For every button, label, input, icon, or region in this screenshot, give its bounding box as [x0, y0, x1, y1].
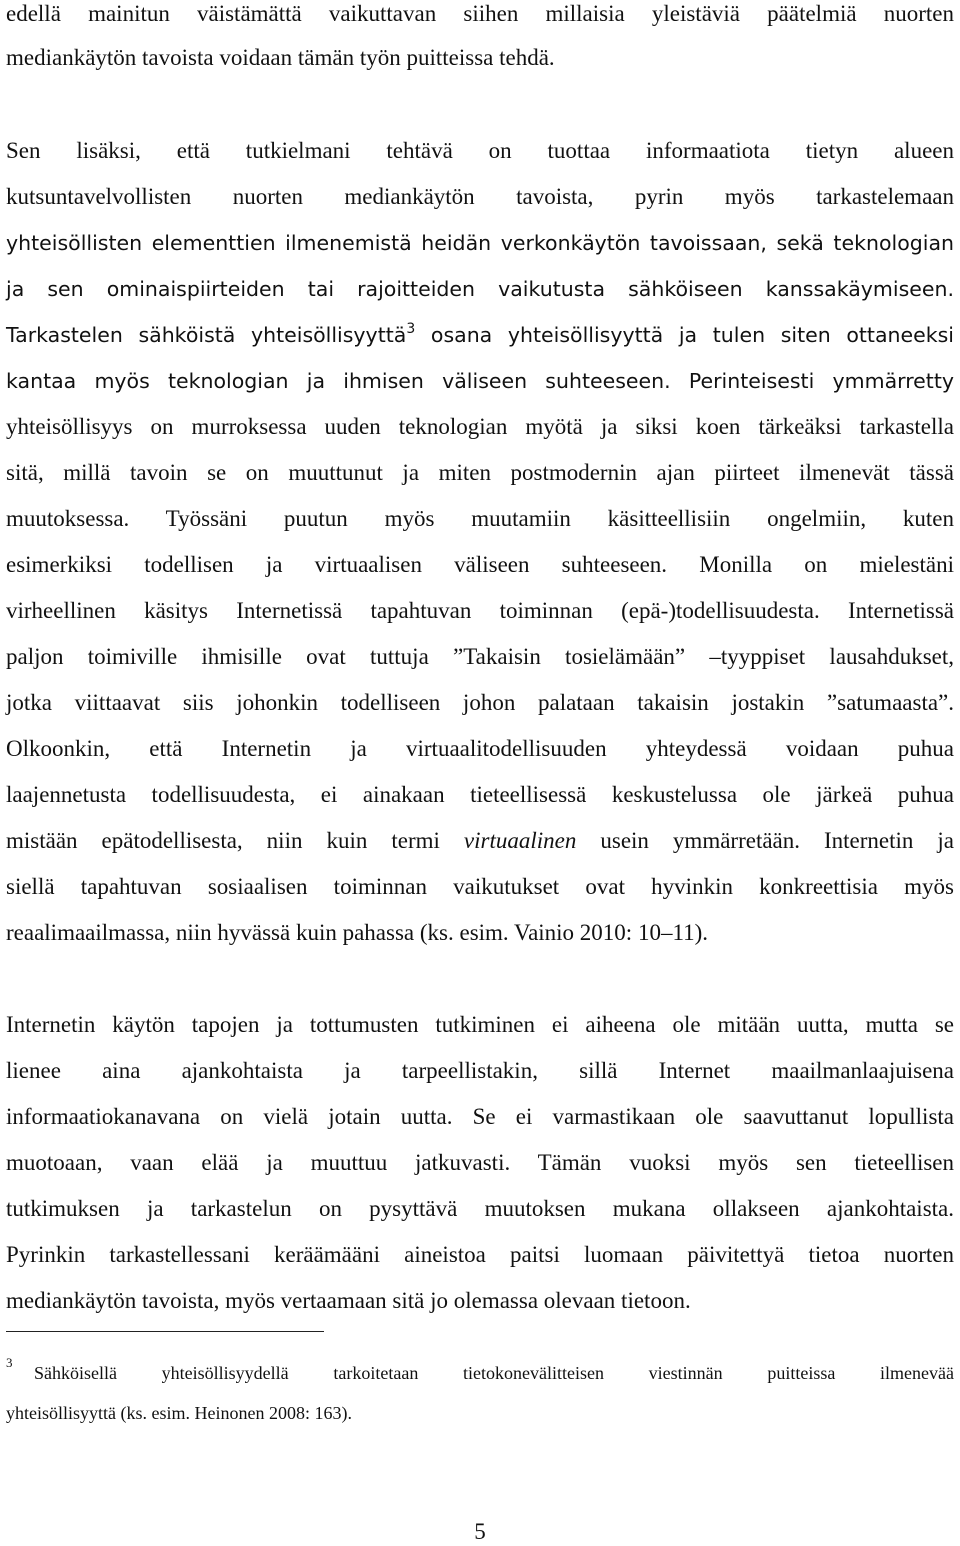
text-line: sitä, millä tavoin se on muuttunut ja miten postmodernin ajan piirteet ilmenevät tässä	[6, 460, 954, 485]
text-line	[6, 827, 954, 855]
text-line: informaatiokanavana on vielä jotain uutta. Se ei varmastikaan ole saavuttanut lopullista	[6, 1104, 954, 1129]
text-line: yhteisöllisten elementtien ilmenemistä heidän verkonkäytön tavoissaan, sekä teknologian	[6, 231, 954, 255]
text-line: reaalimaailmassa, niin hyvässä kuin pahassa (ks. esim. Vainio 2010: 10–11).	[6, 920, 709, 945]
text-line: muotoaan, vaan elää ja muuttuu jatkuvasti. Tämän vuoksi myös sen tieteellisen	[6, 1150, 954, 1175]
text-line: kantaa myös teknologian ja ihmisen väliseen suhteeseen. Perinteisesti ymmärretty	[6, 369, 954, 393]
text-line: laajennetusta todellisuudesta, ei ainakaan tieteellisessä keskustelussa ole järkeä puhua	[6, 782, 954, 807]
line-start: Tarkastelen sähköistä yhteisöllisyyttä	[6, 323, 407, 347]
page-number: 5	[474, 1519, 486, 1544]
footnote-line: Sähköisellä yhteisöllisyydellä tarkoitetaan tietokonevälitteisen viestinnän puitteissa ilmenevää	[34, 1363, 954, 1383]
footnote-marker[interactable]: 3	[406, 321, 416, 337]
footnote-line: yhteisöllisyyttä (ks. esim. Heinonen 2008: 163).	[6, 1403, 352, 1423]
text-line: muutoksessa. Työssäni puutun myös muutamiin käsitteellisiin ongelmiin, kuten	[6, 506, 954, 531]
text-line: tutkimuksen ja tarkastelun on pysyttävä muutoksen mukana ollakseen ajankohtaista.	[6, 1196, 954, 1221]
text-line: Pyrinkin tarkastellessani keräämääni aineistoa paitsi luomaan päivitettyä tietoa nuorten	[6, 1242, 954, 1267]
text-line: jotka viittaavat siis johonkin todelliseen johon palataan takaisin jostakin ”satumaasta”.	[6, 690, 954, 715]
text-line: lienee aina ajankohtaista ja tarpeellistakin, sillä Internet maailmanlaajuisena	[6, 1058, 954, 1083]
text-line: Sen lisäksi, että tutkielmani tehtävä on tuottaa informaatiota tietyn alueen	[6, 138, 954, 163]
text-line	[6, 321, 954, 349]
line-end: usein ymmärretään. Internetin ja	[600, 828, 955, 853]
footnote-separator	[6, 1331, 324, 1332]
footnote-number: 3	[6, 1355, 13, 1370]
text-line: edellä mainitun väistämättä vaikuttavan siihen millaisia yleistäviä päätelmiä nuorten	[6, 1, 954, 26]
text-line: mediankäytön tavoista voidaan tämän työn puitteissa tehdä.	[6, 45, 555, 70]
text-line: ja sen ominaispiirteiden tai rajoitteiden vaikutusta sähköiseen kanssakäymiseen.	[6, 277, 954, 301]
text-line: esimerkiksi todellisen ja virtuaalisen väliseen suhteeseen. Monilla on mielestäni	[6, 552, 954, 577]
italic-term: virtuaalinen	[463, 828, 577, 853]
text-line: siellä tapahtuvan sosiaalisen toiminnan vaikutukset ovat hyvinkin konkreettisia myös	[6, 874, 954, 899]
text-line: Internetin käytön tapojen ja tottumusten tutkiminen ei aiheena ole mitään uutta, mutta se	[6, 1012, 954, 1037]
text-line: mediankäytön tavoista, myös vertaamaan sitä jo olemassa olevaan tietoon.	[6, 1288, 691, 1313]
line-start: mistään epätodellisesta, niin kuin termi	[6, 828, 440, 853]
text-line: yhteisöllisyys on murroksessa uuden teknologian myötä ja siksi koen tärkeäksi tarkastella	[6, 414, 954, 439]
text-line: Olkoonkin, että Internetin ja virtuaalitodellisuuden yhteydessä voidaan puhua	[6, 736, 954, 761]
line-end: osana yhteisöllisyyttä ja tulen siten ottaneeksi	[430, 323, 954, 347]
text-line: paljon toimiville ihmisille ovat tuttuja ”Takaisin tosielämään” –tyyppiset lausahdukset,	[6, 644, 954, 669]
text-line: kutsuntavelvollisten nuorten mediankäytön tavoista, pyrin myös tarkastelemaan	[6, 184, 954, 209]
text-line: virheellinen käsitys Internetissä tapahtuvan toiminnan (epä-)todellisuudesta. Internetissä	[6, 598, 954, 623]
